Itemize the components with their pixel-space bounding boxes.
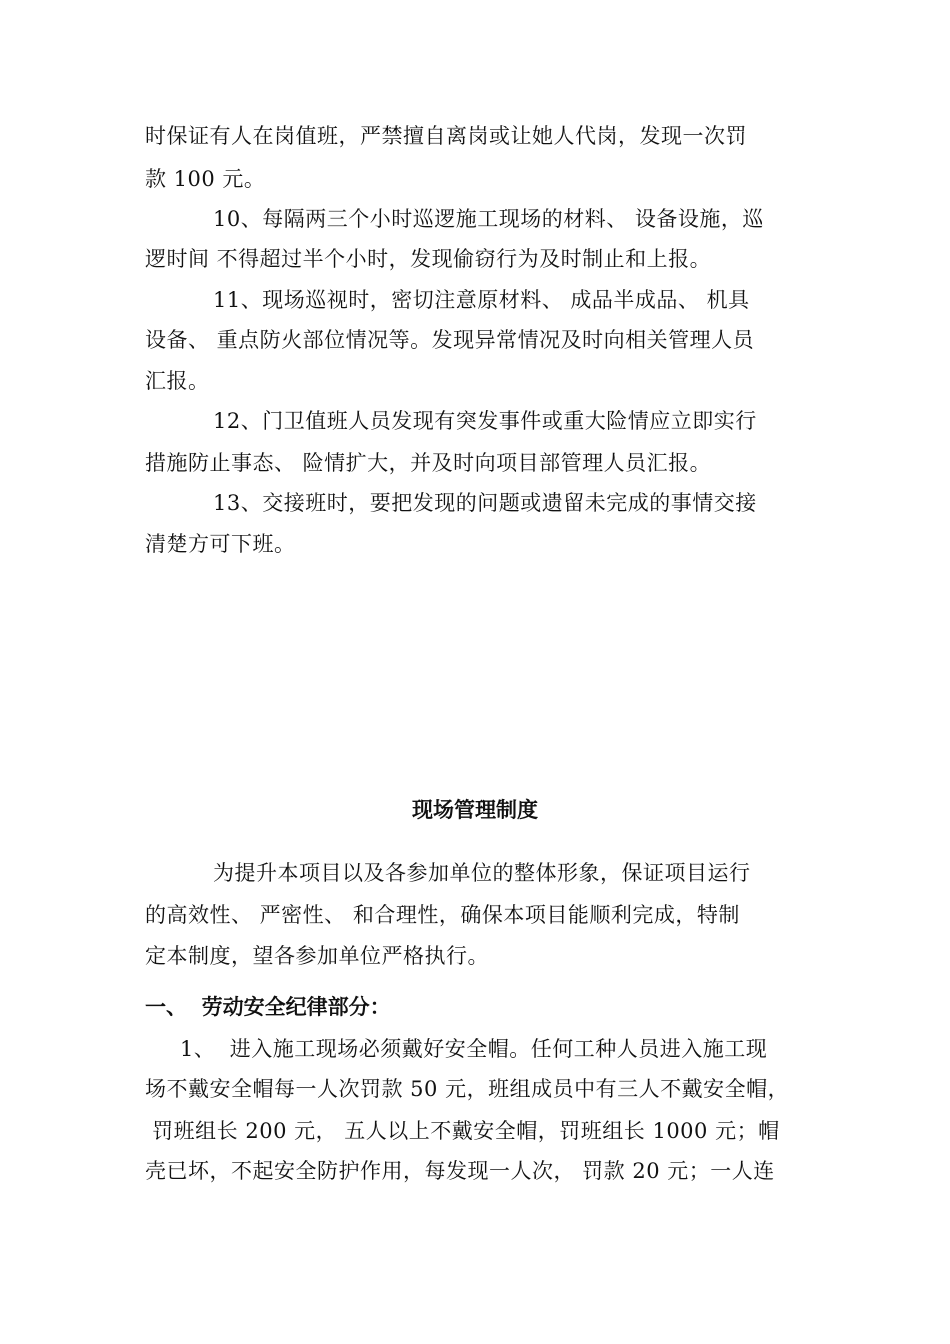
subheading: 一、 劳动安全纪律部分： [145,995,391,1019]
paragraph-line: 款 100 元。 [145,167,266,191]
item-line: 1、 进入施工现场必须戴好安全帽。任何工种人员进入施工现 [180,1037,768,1061]
paragraph-line: 汇报。 [145,369,210,393]
rule-12-line: 12、门卫值班人员发现有突发事件或重大险情应立即实行 [213,409,757,433]
rule-13-line: 13、交接班时，要把发现的问题或遗留未完成的事情交接 [213,491,757,515]
paragraph-line: 清楚方可下班。 [145,532,296,556]
rule-10-line: 10、每隔两三个小时巡逻施工现场的材料、 设备设施，巡 [213,207,764,231]
item-line: 壳已坏，不起安全防护作用，每发现一人次， 罚款 20 元；一人连 [145,1159,775,1183]
rule-11-line: 11、现场巡视时，密切注意原材料、 成品半成品、 机具 [213,288,750,312]
intro-line: 定本制度，望各参加单位严格执行。 [145,944,489,968]
section-title: 现场管理制度 [412,798,538,822]
paragraph-line: 逻时间 不得超过半个小时，发现偷窃行为及时制止和上报。 [145,247,712,271]
item-line: 罚班组长 200 元， 五人以上不戴安全帽，罚班组长 1000 元；帽 [145,1119,780,1143]
item-line: 场不戴安全帽每一人次罚款 50 元，班组成员中有三人不戴安全帽， [145,1077,790,1101]
intro-line: 的高效性、 严密性、 和合理性，确保本项目能顺利完成，特制 [145,903,740,927]
paragraph-line: 措施防止事态、 险情扩大，并及时向项目部管理人员汇报。 [145,451,712,475]
intro-line: 为提升本项目以及各参加单位的整体形象，保证项目运行 [213,861,751,885]
paragraph-line: 设备、 重点防火部位情况等。发现异常情况及时向相关管理人员 [145,328,755,352]
paragraph-line: 时保证有人在岗值班，严禁擅自离岗或让她人代岗，发现一次罚 [145,124,747,148]
